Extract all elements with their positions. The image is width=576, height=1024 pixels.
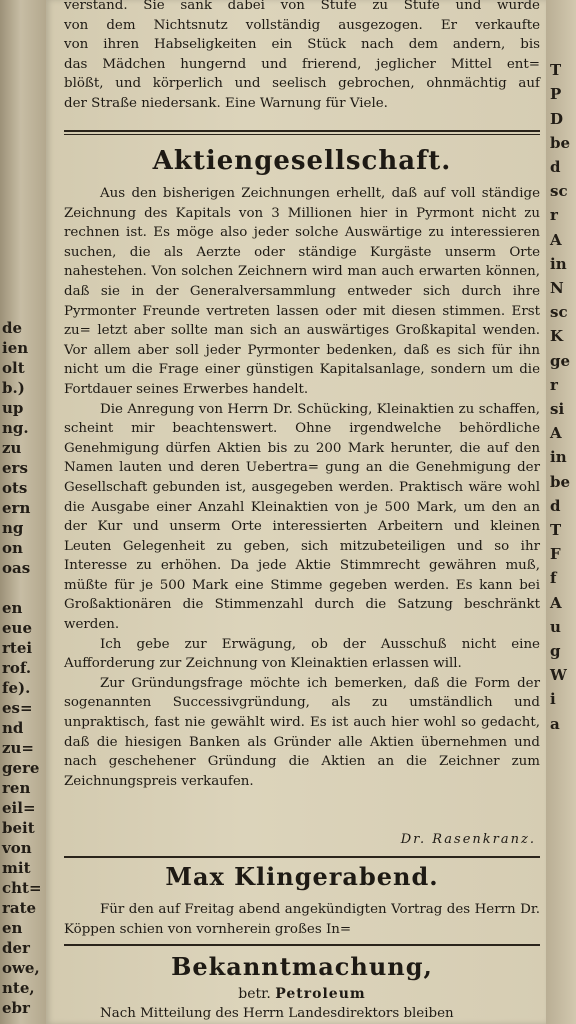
left-fragment: mit [2, 859, 31, 877]
right-fragment: sc [550, 182, 568, 201]
intro-line: das Mädchen hungernd und frierend, jeglicher Mittel ent= [64, 56, 540, 72]
left-fragment: rate [2, 899, 37, 917]
right-fragment: r [550, 206, 558, 225]
right-fragment: g [550, 642, 561, 660]
article3-subtitle-prefix: betr. [238, 986, 271, 1002]
right-fragment: i [550, 690, 556, 709]
right-fragment: A [550, 593, 562, 612]
left-fragment: rtei [2, 639, 33, 657]
left-fragment: up [2, 399, 24, 417]
right-fragment: be [550, 472, 571, 491]
article-paragraph-2: Die Anregung von Herrn Dr. Schücking, Kleinaktien zu schaffen, scheint mir beachtenswert. Ohne irgendwelche behördliche Genehmigung dürfen Aktien bis zu 200 Mark herunter, die auf den Namen lauten und deren Uebertra= gung an die Genehmigung der Gesellschaft gebunden ist, ausgegeben werden. Praktisch wäre wohl die Ausgabe einer Anzahl Kleinaktien von je 500 Mark, um den an der Kur und unserm Orte interessierten Arbeitern und kleinen Leuten Gelegenheit zu geben, sich mitzubeteiligen und so ihr Interesse zu erhöhen. Da jede Aktie Stimmrecht gewähren muß, müßte für je 500 Mark eine Stimme gegeben werden. Es kann bei Großaktionären die Stimmenzahl durch die Satzung beschränkt werden. [64, 401, 540, 633]
right-fragment: W [550, 666, 567, 685]
right-fragment: sc [550, 303, 568, 322]
divider-middle [64, 856, 540, 858]
right-fragment: N [550, 279, 564, 297]
left-fragment: zu= [2, 739, 34, 757]
left-fragment: rof. [2, 659, 32, 677]
right-fragment: T [550, 61, 562, 80]
article-body [64, 184, 540, 791]
right-fragment: r [550, 375, 558, 394]
intro-line: verstand. Sie sank dabei von Stufe zu Stufe und wurde [64, 0, 540, 13]
article-paragraph-3: Ich gebe zur Erwägung, ob der Ausschuß nicht eine Aufforderung zur Zeichnung von Kleinaktien erlassen will. [64, 636, 540, 672]
right-fragment: a [550, 714, 560, 733]
left-fragment: on [2, 539, 23, 557]
right-fragment: f [550, 569, 557, 588]
right-fragment: u [550, 617, 561, 636]
intro-line: von dem Nichtsnutz vollständig ausgezogen. Er verkaufte [64, 17, 540, 33]
article-paragraph-4: Zur Gründungsfrage möchte ich bemerken, daß die Form der sogenannten Successivgründung, als zu umständlich und unpraktisch, fast nie gewählt wird. Es ist auch hier wohl so gedacht, daß die hiesigen Banken als Gründer alle Aktien übernehmen und nach geschehener Gründung die Aktien an die Zeichner zum Zeichnungspreis verkaufen. [64, 675, 540, 789]
article-paragraph-1: Aus den bisherigen Zeichnungen erhellt, daß auf voll ständige Zeichnung des Kapitals von 3 Millionen hier in Pyrmont nicht zu rechnen ist. Es möge also jeder solche Auswärtige zu interessieren suchen, die als Aerzte oder ständige Kurgäste unserm Orte nahestehen. Von solchen Zeichnern wird man auch erwarten können, daß sie in der Generalversammlung entweder sich durch ihre Pyrmonter Freunde vertreten lassen oder mit diesen stimmen. Erst zu= letzt aber sollte man sich an auswärtiges Großkapital wenden. Vor allem aber soll jeder Pyrmonter bedenken, daß es sich für ihn nicht um die Frage einer günstigen Kapitalsanlage, sondern um die Fortdauer seines Erwerbes handelt. [64, 186, 540, 397]
left-fragment: ng. [2, 419, 29, 437]
left-fragment: eil= [2, 799, 36, 817]
left-fragment: eue [2, 619, 32, 637]
article2-text: Für den auf Freitag abend angekündigten Vortrag des Herrn Dr. Köppen schien von vornherein großes In= [64, 902, 540, 937]
article3-subtitle [64, 986, 540, 1002]
left-fragment: zu [2, 439, 22, 457]
left-fragment: nd [2, 719, 24, 737]
article-title: Aktiengesellschaft. [152, 146, 452, 176]
right-fragment: be [550, 133, 571, 152]
right-fragment: si [550, 400, 565, 418]
right-fragment: A [550, 230, 562, 249]
left-fragment: es= [2, 699, 33, 717]
left-fragment: de [2, 319, 23, 337]
left-fragment: ebr [2, 999, 30, 1017]
adjacent-column-left [0, 0, 46, 1024]
left-fragment: oas [2, 559, 31, 577]
left-fragment: ers [2, 459, 28, 477]
left-fragment: fe). [2, 679, 31, 697]
intro-line: von ihren Habseligkeiten ein Stück nach dem andern, bis [64, 37, 540, 53]
right-fragment: K [550, 327, 564, 346]
left-fragment: ots [2, 479, 28, 497]
left-fragment: der [2, 939, 30, 957]
left-fragment: en [2, 599, 23, 617]
right-fragment: T [550, 521, 562, 539]
newspaper-column [46, 0, 546, 1024]
left-fragment: von [2, 839, 32, 857]
divider-bottom [64, 944, 540, 946]
divider-top [64, 130, 540, 132]
right-fragment: in [550, 254, 567, 273]
adjacent-column-right [546, 0, 576, 1024]
right-fragment: d [550, 496, 561, 515]
left-fragment: en [2, 919, 23, 937]
left-fragment: ien [2, 339, 29, 357]
right-fragment: A [550, 424, 562, 443]
left-fragment: owe, [2, 959, 40, 977]
left-fragment: ng [2, 519, 24, 537]
left-fragment: cht= [2, 879, 42, 897]
divider-top-thin [64, 134, 540, 135]
article2-body [64, 900, 540, 939]
article3-text: Nach Mitteilung des Herrn Landesdirektors bleiben [100, 1006, 454, 1021]
intro-lines [64, 0, 540, 114]
right-fragment: in [550, 448, 567, 467]
article3-body [64, 1004, 540, 1024]
left-fragment: nte, [2, 979, 35, 997]
right-fragment: D [550, 109, 564, 128]
right-fragment: P [550, 85, 562, 104]
left-fragment: ren [2, 779, 31, 797]
right-fragment: d [550, 158, 561, 176]
article3-subtitle-text: Petroleum [275, 986, 366, 1002]
left-fragment: olt [2, 359, 25, 377]
article2-title: Max Klingerabend. [165, 862, 439, 891]
left-fragment: ern [2, 499, 31, 517]
left-fragment: beit [2, 819, 35, 837]
intro-line: blößt, und körperlich und seelisch gebrochen, ohnmächtig auf [64, 76, 540, 92]
right-fragment: ge [550, 351, 571, 370]
intro-line: der Straße niedersank. Eine Warnung für Viele. [64, 95, 388, 111]
left-fragment: b.) [2, 379, 25, 397]
left-fragment: gere [2, 759, 40, 777]
previous-article-ending [64, 0, 540, 114]
article-signature: Dr. Rasenkranz. [400, 832, 536, 847]
article3-title: Bekanntmachung, [171, 952, 433, 981]
right-fragment: F [550, 545, 561, 564]
